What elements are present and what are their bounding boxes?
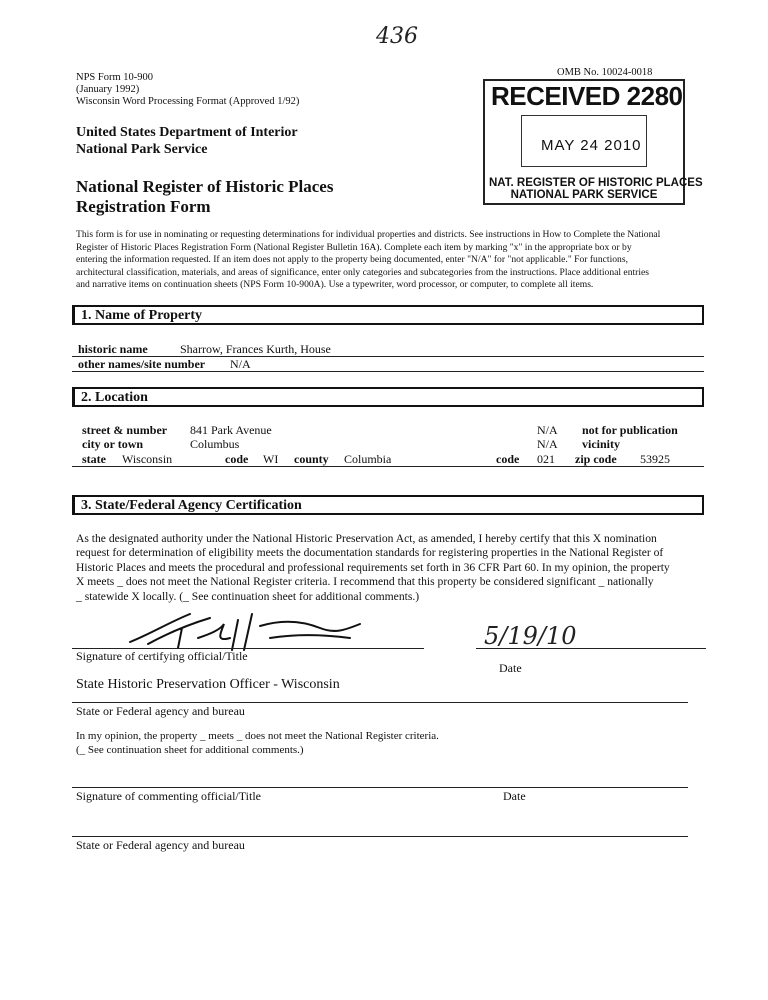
certification-line: X meets _ does not meet the National Register criteria. I recommend that this property be considered significant _ nationally bbox=[76, 575, 654, 589]
form-title bbox=[76, 177, 333, 217]
omb-number: OMB No. 10024-0018 bbox=[557, 67, 653, 78]
certification-line: _ statewide X locally. (_ See continuation sheet for additional comments.) bbox=[76, 589, 420, 603]
state-code-value: WI bbox=[263, 452, 279, 466]
form-number: NPS Form 10-900 bbox=[76, 72, 154, 83]
state-code-label: code bbox=[225, 452, 249, 466]
agency-department: United States Department of Interior bbox=[76, 125, 298, 140]
city-label: city or town bbox=[82, 437, 144, 451]
historic-name-label: historic name bbox=[78, 342, 148, 356]
date-label: Date bbox=[499, 661, 522, 675]
instructions-line: This form is for use in nominating or requesting determinations for individual properties and districts. See instructions in How to Complete the National bbox=[76, 229, 661, 240]
section-3-header bbox=[72, 495, 704, 515]
state-value: Wisconsin bbox=[122, 452, 173, 466]
section-3-title: 3. State/Federal Agency Certification bbox=[81, 498, 302, 513]
section-2-title: 2. Location bbox=[81, 390, 148, 405]
agency-service: National Park Service bbox=[76, 142, 208, 157]
opinion-line: (_ See continuation sheet for additional comments.) bbox=[76, 744, 304, 756]
county-label: county bbox=[294, 452, 329, 466]
agency-bureau-label: State or Federal agency and bureau bbox=[76, 704, 245, 718]
street-value: 841 Park Avenue bbox=[190, 423, 272, 437]
stamp-footer-line2: NATIONAL PARK SERVICE bbox=[510, 189, 658, 201]
opinion-line: In my opinion, the property _ meets _ does not meet the National Register criteria. bbox=[76, 730, 439, 742]
certification-line: request for determination of eligibility meets the documentation standards for registering properties in the National Register of bbox=[76, 546, 664, 560]
historic-name-value: Sharrow, Frances Kurth, House bbox=[180, 342, 331, 356]
city-value: Columbus bbox=[190, 437, 240, 451]
stamp-date: MAY 24 2010 bbox=[541, 137, 642, 154]
form-title-line1: National Register of Historic Places bbox=[76, 177, 334, 196]
commenting-date-label: Date bbox=[503, 789, 526, 803]
opinion-block bbox=[76, 729, 439, 757]
instructions-line: Register of Historic Places Registration Form (National Register Bulletin 16A). Complete each item by marking "x" in the appropriate box or by bbox=[76, 241, 632, 253]
stamp-footer-line1: NAT. REGISTER OF HISTORIC PLACES bbox=[489, 177, 703, 189]
county-value: Columbia bbox=[344, 452, 392, 466]
stamp-footer bbox=[489, 177, 703, 201]
other-names-label: other names/site number bbox=[78, 357, 206, 371]
section-1-header bbox=[72, 305, 704, 325]
zip-label: zip code bbox=[575, 452, 617, 466]
section-1-title: 1. Name of Property bbox=[81, 308, 203, 323]
county-code-label: code bbox=[496, 452, 520, 466]
city-na: N/A bbox=[537, 437, 558, 451]
county-code-value: 021 bbox=[537, 452, 555, 466]
instructions bbox=[76, 229, 704, 292]
other-names-value: N/A bbox=[230, 357, 251, 371]
zip-value: 53925 bbox=[640, 452, 670, 466]
not-for-publication-label: not for publication bbox=[582, 423, 678, 437]
form-date: (January 1992) bbox=[76, 84, 140, 95]
agency-heading bbox=[76, 124, 298, 158]
instructions-line: architectural classification, materials, and areas of significance, enter only categories and subcategories from the instructions. Place additional entries bbox=[76, 266, 650, 278]
form-format: Wisconsin Word Processing Format (Approved 1/92) bbox=[76, 96, 300, 107]
certification-line: Historic Places and meets the procedural and professional requirements set forth in 36 CFR Part 60. In my opinion, the property bbox=[76, 560, 670, 574]
vicinity-label: vicinity bbox=[582, 437, 620, 451]
signature-label: Signature of certifying official/Title bbox=[76, 649, 248, 663]
certification-line: As the designated authority under the National Historic Preservation Act, as amended, I hereby certify that this X nomination bbox=[76, 532, 657, 545]
rule bbox=[72, 371, 704, 372]
agency-bureau-label-2: State or Federal agency and bureau bbox=[76, 838, 245, 852]
rule bbox=[72, 702, 688, 703]
section-2-header bbox=[72, 387, 704, 407]
received-stamp bbox=[483, 79, 703, 205]
street-na: N/A bbox=[537, 423, 558, 437]
state-label: state bbox=[82, 452, 106, 466]
signed-date: 5/19/10 bbox=[484, 622, 577, 650]
instructions-line: entering the information requested. If an item does not apply to the property being documented, enter "N/A" for "not applicable." For functions, bbox=[76, 254, 628, 265]
form-title-line2: Registration Form bbox=[76, 197, 211, 216]
rule bbox=[476, 648, 706, 649]
handwritten-page-number: 436 bbox=[376, 24, 418, 49]
rule bbox=[72, 787, 688, 788]
instructions-line: and narrative items on continuation sheets (NPS Form 10-900A). Use a typewriter, word processor, or computer, to complete all items. bbox=[76, 279, 594, 290]
officer-title: State Historic Preservation Officer - Wisconsin bbox=[76, 677, 340, 692]
rule bbox=[72, 466, 704, 467]
commenting-signature-label: Signature of commenting official/Title bbox=[76, 789, 261, 803]
form-meta bbox=[76, 72, 299, 108]
stamp-received: RECEIVED 2280 bbox=[491, 81, 683, 111]
street-label: street & number bbox=[82, 423, 168, 437]
handwritten-signature bbox=[120, 604, 380, 654]
rule bbox=[72, 836, 688, 837]
certification-paragraph bbox=[76, 532, 706, 604]
